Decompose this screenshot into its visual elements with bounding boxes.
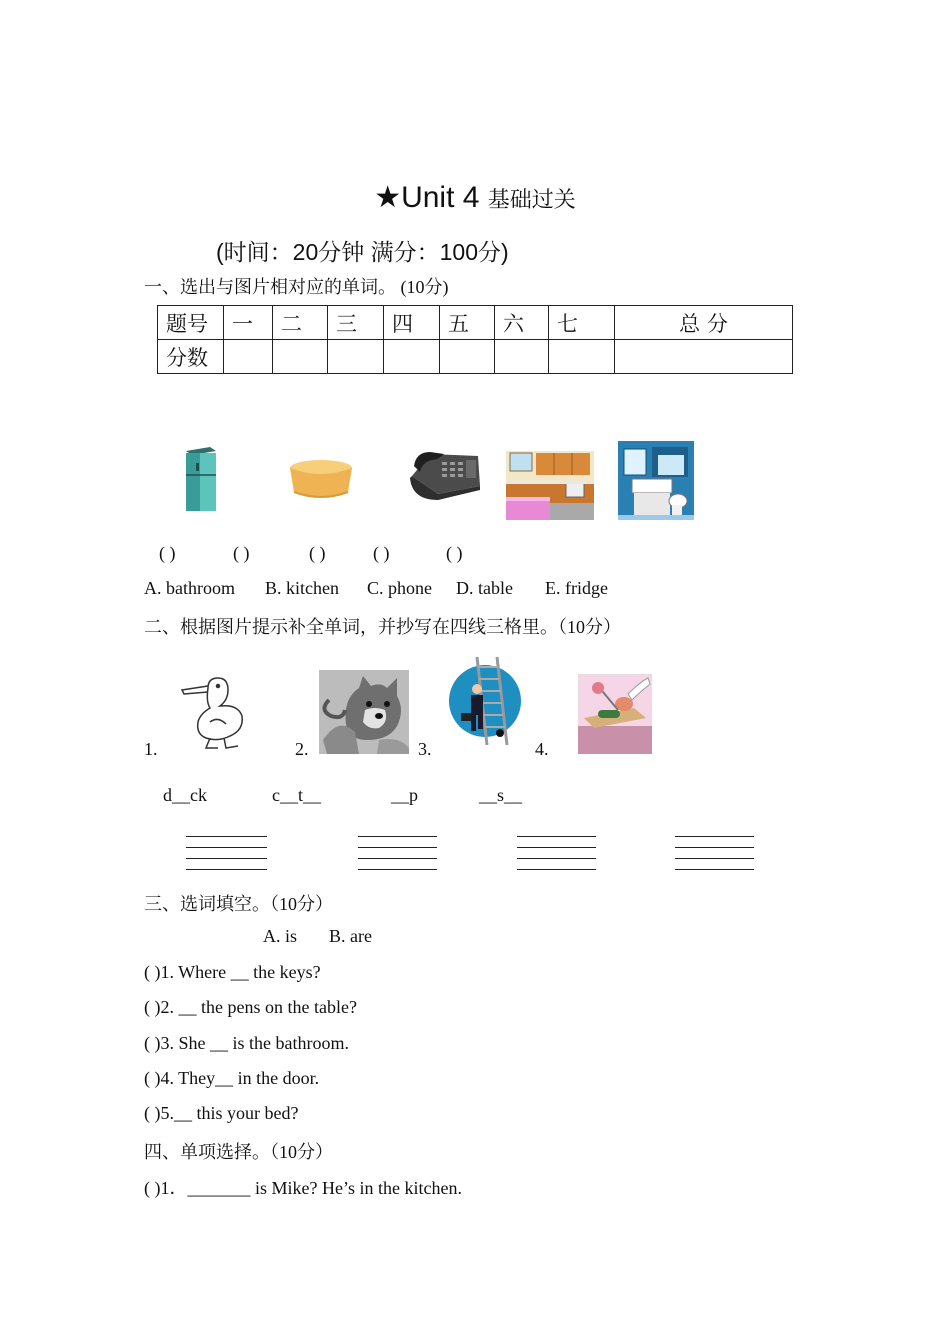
score-header-cell: 一	[224, 306, 273, 340]
score-table	[157, 305, 793, 374]
score-cell	[549, 340, 615, 374]
answer-blank-3[interactable]: ( )	[309, 543, 326, 563]
score-cell	[440, 340, 495, 374]
section1-heading: 一、选出与图片相对应的单词。 (10分)	[144, 277, 449, 297]
score-header-cell: 六	[495, 306, 549, 340]
item-number-1: 1.	[144, 739, 158, 759]
score-cell	[273, 340, 328, 374]
word-blank-4[interactable]: __s__	[479, 785, 523, 805]
option-c: C. phone	[367, 578, 432, 598]
item-number-2: 2.	[295, 739, 309, 759]
score-table-value-row	[158, 340, 793, 374]
fill-question-1[interactable]: ( )1. Where __ the keys?	[144, 962, 321, 982]
option-b: B. kitchen	[265, 578, 339, 598]
option-d: D. table	[456, 578, 513, 598]
score-header-cell: 二	[273, 306, 328, 340]
score-header-cell: 七	[549, 306, 615, 340]
fill-question-5[interactable]: ( )5.__ this your bed?	[144, 1103, 299, 1123]
fill-question-3[interactable]: ( )3. She __ is the bathroom.	[144, 1033, 349, 1053]
score-cell	[328, 340, 384, 374]
title-main: ★Unit 4	[374, 181, 488, 214]
word-blank-1[interactable]: d__ck	[163, 785, 207, 805]
answer-blank-2[interactable]: ( )	[233, 543, 250, 563]
cutting-food-picture	[578, 674, 652, 754]
answer-blank-4[interactable]: ( )	[373, 543, 390, 563]
fill-question-2[interactable]: ( )2. __ the pens on the table?	[144, 997, 357, 1017]
cat-picture	[319, 670, 409, 754]
item-number-3: 3.	[418, 739, 432, 759]
writing-grid-1[interactable]	[186, 836, 267, 880]
option-a: A. bathroom	[144, 578, 235, 598]
duck-picture	[178, 672, 252, 752]
option-e: E. fridge	[545, 578, 608, 598]
score-table-header-row	[158, 306, 793, 340]
page-title	[0, 180, 950, 215]
fill-option-a: A. is	[263, 926, 298, 946]
choice-question-1[interactable]: ( )1．_______ is Mike? He’s in the kitchen.	[144, 1178, 462, 1198]
item-number-4: 4.	[535, 739, 549, 759]
section3-heading: 三、选词填空。（10分）	[144, 894, 333, 914]
writing-grid-2[interactable]	[358, 836, 437, 880]
answer-blank-5[interactable]: ( )	[446, 543, 463, 563]
score-header-cell: 三	[328, 306, 384, 340]
score-header-cell: 四	[384, 306, 440, 340]
score-cell	[615, 340, 793, 374]
section2-heading: 二、根据图片提示补全单词，并抄写在四线三格里。（10分）	[144, 617, 621, 637]
score-header-total: 总 分	[615, 306, 793, 340]
score-row-label: 分数	[158, 340, 224, 374]
fill-question-4[interactable]: ( )4. They__ in the door.	[144, 1068, 320, 1088]
table-picture	[287, 458, 355, 502]
writing-grid-4[interactable]	[675, 836, 754, 880]
answer-blank-1[interactable]: ( )	[159, 543, 176, 563]
bathroom-picture	[618, 441, 694, 520]
title-cn: 基础过关	[487, 187, 576, 212]
score-header-cell: 五	[440, 306, 495, 340]
score-header-cell: 题号	[158, 306, 224, 340]
kitchen-picture	[506, 451, 594, 520]
score-cell	[495, 340, 549, 374]
word-blank-2[interactable]: c__t__	[272, 785, 321, 805]
score-cell	[224, 340, 273, 374]
phone-picture	[408, 448, 482, 506]
fill-option-b: B. are	[329, 926, 372, 946]
score-cell	[384, 340, 440, 374]
fridge-picture	[180, 445, 220, 515]
subtitle: (时间：20分钟 满分：100分)	[216, 239, 509, 265]
climbing-man-picture	[447, 655, 523, 747]
writing-grid-3[interactable]	[517, 836, 596, 880]
word-blank-3[interactable]: __p	[391, 785, 418, 805]
section4-heading: 四、单项选择。（10分）	[144, 1142, 333, 1162]
